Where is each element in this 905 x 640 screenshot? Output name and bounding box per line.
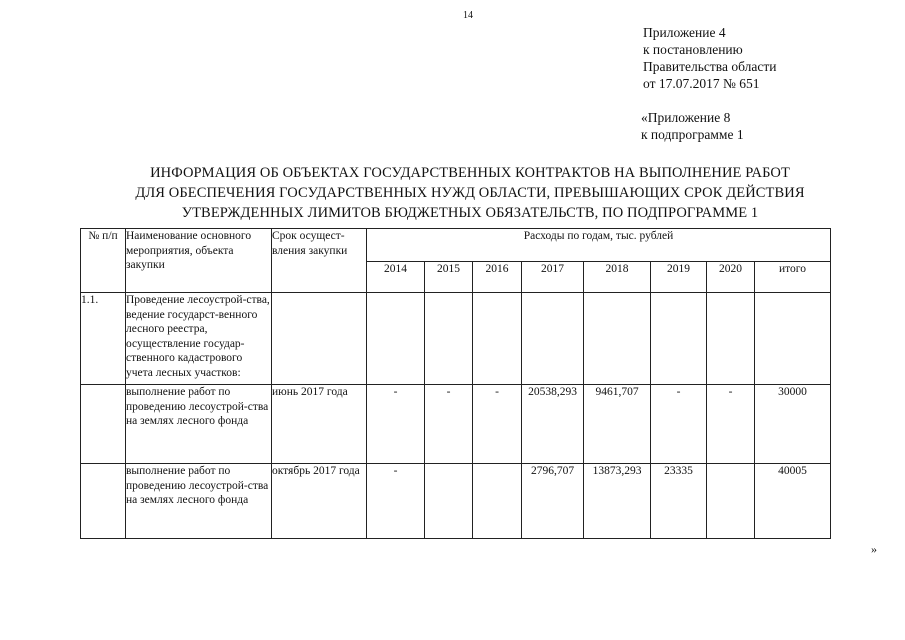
title-line: ИНФОРМАЦИЯ ОБ ОБЪЕКТАХ ГОСУДАРСТВЕННЫХ КОНТРАКТОВ НА ВЫПОЛНЕНИЕ РАБОТ	[150, 165, 790, 181]
value-cell	[651, 293, 707, 385]
value-cell: 20538,293	[522, 385, 584, 464]
total-cell: 30000	[755, 385, 831, 464]
row-name: Проведение лесоустрой-ства, ведение государст-венного лесного реестра, осуществление государ-ственного кадастрового учета лесных участков:	[126, 293, 272, 385]
row-term: октябрь 2017 года	[272, 464, 367, 539]
appendix-line: Правительства области	[643, 59, 777, 74]
closing-quote: »	[871, 542, 877, 556]
appendix-block	[643, 24, 776, 92]
value-cell	[522, 293, 584, 385]
row-number	[81, 464, 126, 539]
value-cell: -	[707, 385, 755, 464]
header-year: 2018	[584, 262, 651, 293]
row-term: июнь 2017 года	[272, 385, 367, 464]
header-year: 2015	[425, 262, 473, 293]
appendix-line: «Приложение 8	[641, 110, 731, 125]
header-year: 2020	[707, 262, 755, 293]
title-line: УТВЕРЖДЕННЫХ ЛИМИТОВ БЮДЖЕТНЫХ ОБЯЗАТЕЛЬСТВ, ПО ПОДПРОГРАММЕ 1	[181, 205, 759, 221]
header-term: Срок осущест-вления закупки	[272, 229, 367, 293]
row-name: выполнение работ по проведению лесоустрой-ства на землях лесного фонда	[126, 464, 272, 539]
table-row	[81, 464, 831, 539]
value-cell: -	[473, 385, 522, 464]
value-cell	[367, 293, 425, 385]
header-year: 2016	[473, 262, 522, 293]
row-number	[81, 385, 126, 464]
appendix-line: Приложение 4	[643, 25, 726, 40]
header-year: 2019	[651, 262, 707, 293]
value-cell: -	[367, 385, 425, 464]
table-row	[81, 293, 831, 385]
value-cell: -	[651, 385, 707, 464]
header-expenses: Расходы по годам, тыс. рублей	[367, 229, 831, 262]
total-cell	[755, 293, 831, 385]
header-num: № п/п	[81, 229, 126, 293]
document-title	[110, 163, 830, 223]
value-cell: 13873,293	[584, 464, 651, 539]
page-number: 14	[463, 10, 473, 21]
value-cell	[425, 293, 473, 385]
value-cell	[425, 464, 473, 539]
header-year: 2014	[367, 262, 425, 293]
value-cell	[473, 464, 522, 539]
header-row	[81, 229, 831, 262]
table-row	[81, 385, 831, 464]
value-cell	[584, 293, 651, 385]
row-name: выполнение работ по проведению лесоустрой-ства на землях лесного фонда	[126, 385, 272, 464]
appendix-date: от 17.07.2017 № 651	[643, 76, 760, 91]
header-name: Наименование основного мероприятия, объекта закупки	[126, 229, 272, 293]
title-line: ДЛЯ ОБЕСПЕЧЕНИЯ ГОСУДАРСТВЕННЫХ НУЖД ОБЛАСТИ, ПРЕВЫШАЮЩИХ СРОК ДЕЙСТВИЯ	[135, 185, 805, 201]
appendix-line: к подпрограмме 1	[641, 127, 744, 142]
contracts-table	[80, 228, 831, 539]
header-total: итого	[755, 262, 831, 293]
total-cell: 40005	[755, 464, 831, 539]
value-cell: 2796,707	[522, 464, 584, 539]
appendix-line: к постановлению	[643, 42, 743, 57]
value-cell: -	[425, 385, 473, 464]
value-cell	[707, 464, 755, 539]
header-year: 2017	[522, 262, 584, 293]
row-term	[272, 293, 367, 385]
value-cell: 9461,707	[584, 385, 651, 464]
value-cell	[473, 293, 522, 385]
row-number: 1.1.	[81, 293, 126, 385]
value-cell: 23335	[651, 464, 707, 539]
value-cell	[707, 293, 755, 385]
value-cell: -	[367, 464, 425, 539]
appendix-subprogram-block	[641, 109, 744, 143]
